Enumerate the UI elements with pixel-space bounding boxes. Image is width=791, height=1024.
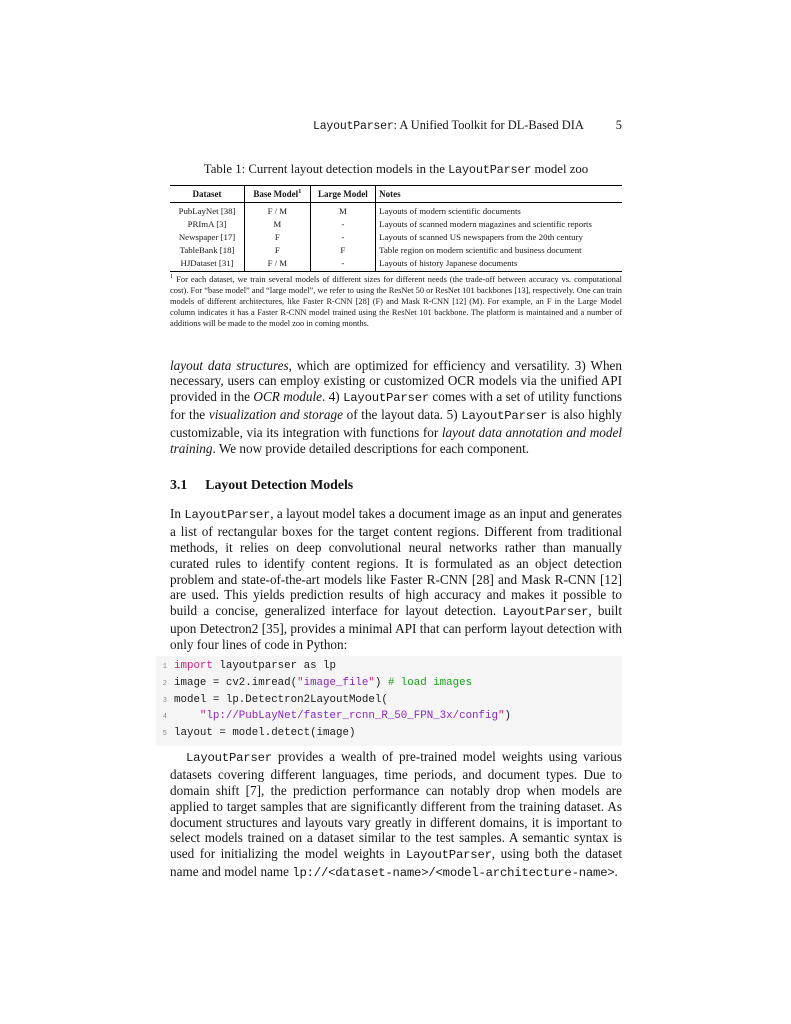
caption-suffix: model zoo bbox=[531, 162, 589, 176]
cell-dataset: HJDataset [31] bbox=[170, 256, 245, 271]
paragraph-model-weights: LayoutParser provides a wealth of pre-trained model weights using various datasets covering different languages, time periods, and document types. Due to domain shift [7], the prediction performance can notably drop when models are applied to target samples that are significantly different from the training dataset. As document structures and layouts vary greatly in different domains, it is important to select models trained on a dataset similar to the test samples. A semantic syntax is used for initializing the model weights in LayoutParser, using both the dataset name and model name lp://<dataset-name>/<model-architecture-name>. bbox=[170, 749, 622, 881]
line-number: 5 bbox=[162, 729, 167, 738]
code-text: layout = model.detect(image) bbox=[174, 726, 356, 739]
section-heading bbox=[170, 477, 622, 493]
table-row bbox=[170, 256, 622, 271]
cell-large: - bbox=[310, 218, 376, 231]
line-number: 3 bbox=[162, 696, 167, 705]
code-line bbox=[156, 709, 622, 726]
table-footnote bbox=[170, 275, 622, 330]
table-header-row bbox=[170, 186, 622, 203]
code-line bbox=[156, 659, 622, 676]
cell-base: F bbox=[245, 231, 311, 244]
running-title bbox=[313, 118, 584, 134]
col-header-large-model: Large Model bbox=[310, 186, 376, 203]
footnote-text: For each dataset, we train several models of different sizes for different needs (the trade-off between accuracy vs. computational cost). For “base model” and “large model”, we refer to using the ResNet 50 or ResNet 101 backbones [13], respectively. One can train models of different architectures, like Faster R-CNN [28] (F) and Mask R-CNN [12] (M). For example, an F in the Large Model column indicates it has a Faster R-CNN model trained using the ResNet 101 backbone. The platform is maintained and a number of additions will be made to the model zoo in coming months. bbox=[170, 275, 622, 328]
code-text: model = lp.Detectron2LayoutModel( bbox=[174, 693, 388, 706]
cell-base: F / M bbox=[245, 256, 311, 271]
cell-base: F bbox=[245, 243, 311, 256]
running-title-rest: : A Unified Toolkit for DL-Based DIA bbox=[393, 118, 584, 132]
code-text: import layoutparser as lp bbox=[174, 660, 336, 673]
col-header-notes: Notes bbox=[376, 186, 622, 203]
python-code-listing bbox=[156, 656, 622, 746]
table-row bbox=[170, 243, 622, 256]
paragraph-layout-detection: In LayoutParser, a layout model takes a document image as an input and generates a list of rectangular boxes for the target content regions. Different from traditional methods, it relies on deep convolutional neural networks rather than manually curated rules to identify content regions. It is formulated as an object detection problem and state-of-the-art models like Faster R-CNN [28] and Mask R-CNN [12] are used. This yields prediction results of high accuracy and makes it possible to build a concise, generalized interface for layout detection. LayoutParser, built upon Detectron2 [35], provides a minimal API that can perform layout detection with only four lines of code in Python: bbox=[170, 506, 623, 652]
code-line bbox=[156, 693, 622, 710]
section-title: Layout Detection Models bbox=[205, 477, 354, 493]
col-header-dataset: Dataset bbox=[170, 186, 245, 203]
line-number: 4 bbox=[162, 713, 167, 722]
cell-base: F / M bbox=[245, 202, 311, 218]
running-head bbox=[170, 118, 622, 134]
table-row bbox=[170, 202, 622, 218]
cell-large: F bbox=[310, 243, 376, 256]
caption-prefix: Table 1: Current layout detection models in the bbox=[203, 162, 449, 176]
cell-notes: Layouts of scanned modern magazines and scientific reports bbox=[376, 218, 622, 231]
table-row bbox=[170, 218, 622, 231]
section-number: 3.1 bbox=[170, 477, 188, 493]
cell-notes: Table region on modern scientific and business document bbox=[376, 243, 622, 256]
code-line bbox=[156, 726, 622, 743]
cell-notes: Layouts of modern scientific documents bbox=[376, 202, 622, 218]
table-row bbox=[170, 231, 622, 244]
cell-large: M bbox=[310, 202, 376, 218]
cell-large: - bbox=[310, 256, 376, 271]
content-column bbox=[162, 0, 623, 882]
cell-base: M bbox=[245, 218, 311, 231]
cell-dataset: PRImA [3] bbox=[187, 218, 227, 229]
page-number: 5 bbox=[615, 118, 622, 132]
table-caption bbox=[170, 162, 622, 178]
paragraph-components: layout data structures, which are optimized for efficiency and versatility. 3) When necessary, users can employ existing or customized OCR models via the unified API provided in the OCR module. 4) LayoutParser comes with a set of utility functions for the visualization and storage of the layout data. 5) LayoutParser is also highly customizable, via its integration with functions for layout data annotation and model training. We now provide detailed descriptions for each component. bbox=[170, 357, 622, 456]
line-number: 1 bbox=[162, 663, 167, 672]
cell-dataset: Newspaper [17] bbox=[178, 231, 236, 242]
col-header-base-model: Base Model$^1$ bbox=[245, 186, 311, 203]
running-title-mono: LayoutParser bbox=[313, 120, 394, 133]
cell-dataset: PubLayNet [38] bbox=[178, 206, 236, 216]
footnote-ref: 1 bbox=[298, 187, 302, 195]
caption-mono: LayoutParser bbox=[448, 163, 532, 177]
code-line bbox=[156, 676, 622, 693]
footnote-marker: 1 bbox=[170, 273, 174, 281]
code-text: image = cv2.imread("image_file") # load images bbox=[174, 677, 473, 690]
line-number: 2 bbox=[162, 680, 167, 689]
cell-dataset: TableBank [18] bbox=[179, 244, 235, 255]
cell-notes: Layouts of scanned US newspapers from the 20th century bbox=[376, 231, 622, 244]
cell-large: - bbox=[310, 231, 376, 244]
code-text: "lp://PubLayNet/faster_rcnn_R_50_FPN_3x/config") bbox=[199, 710, 511, 723]
cell-notes: Layouts of history Japanese documents bbox=[376, 256, 622, 271]
model-zoo-table bbox=[170, 185, 622, 272]
